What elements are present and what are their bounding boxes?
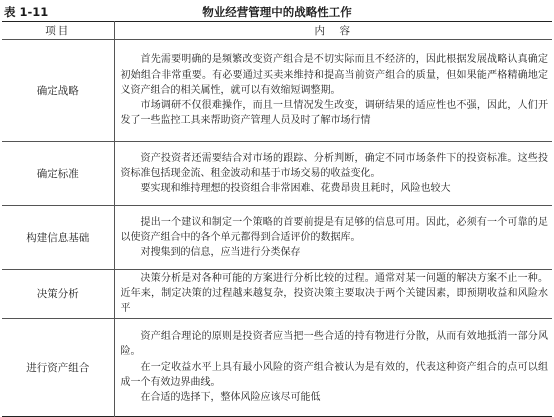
- row-item-label: 确定标准: [2, 142, 114, 206]
- row-content: [114, 142, 552, 206]
- header-row: [2, 22, 552, 40]
- content-paragraph: 资产投资者还需要结合对市场的跟踪、分析判断，确定不同市场条件下的投资标准。这些投资标准包括现金流、租金波动和基于市场交易的收益变化。: [120, 152, 548, 179]
- content-paragraph: 在合适的选择下，整体风险应该尽可能低: [140, 391, 321, 403]
- table-title: 物业经营管理中的战略性工作: [202, 5, 352, 19]
- row-content: [114, 270, 552, 319]
- table-caption: [2, 3, 552, 21]
- content-paragraph: 在一定收益水平上具有最小风险的资产组合被认为是有效的，代表这种资产组合的点可以组成一个有效边界曲线。: [120, 361, 548, 388]
- row-content: [114, 318, 552, 416]
- header-content: 内 容: [114, 22, 552, 40]
- content-paragraph: 提出一个建议和制定一个策略的首要前提是有足够的信息可用。因此，必须有一个可靠的足以使资产组合中的各个单元都得到合适评价的数据库。: [120, 216, 548, 243]
- content-paragraph: 市场调研不仅很难操作，而且一旦情况发生改变，调研结果的适应性也不强，因此，人们开发了一些监控工具来帮助资产管理人员及时了解市场行情: [120, 100, 548, 127]
- table-row: [2, 142, 552, 206]
- row-item-label: 决策分析: [2, 270, 114, 319]
- header-item: 项目: [2, 22, 114, 40]
- content-paragraph: 首先需要明确的是频繁改变资产组合是不切实际而且不经济的，因此根据发展战略认真确定初始组合非常重要。有必要通过买卖来维持和提高当前资产组合的质量，但如果能严格精确地定义资产组合的相关属性，就可以有效缩短调整期。: [120, 54, 548, 96]
- content-paragraph: 资产组合理论的原则是投资者应当把一些合适的持有物进行分散，从而有效地抵消一部分风险。: [120, 331, 548, 358]
- table-row: [2, 206, 552, 270]
- row-item-label: 构建信息基础: [2, 206, 114, 270]
- strategy-table: [2, 21, 552, 417]
- row-content: [114, 206, 552, 270]
- table-row: [2, 270, 552, 319]
- row-content: [114, 40, 552, 142]
- table-row: [2, 318, 552, 416]
- row-item-label: 进行资产组合: [2, 318, 114, 416]
- content-paragraph: 要实现和维持理想的投资组合非常困难、花费昂贵且耗时，风险也较大: [140, 183, 451, 195]
- table-row: [2, 40, 552, 142]
- content-paragraph: 对搜集到的信息，应当进行分类保存: [140, 247, 301, 259]
- row-item-label: 确定战略: [2, 40, 114, 142]
- content-paragraph: 决策分析是对各种可能的方案进行分析比较的过程。通常对某一问题的解决方案不止一种。近年来，制定决策的过程越来越复杂，投资决策主要取决于两个关键因素，即预期收益和风险水平: [120, 273, 548, 315]
- table-number: 表 1-11: [4, 5, 49, 19]
